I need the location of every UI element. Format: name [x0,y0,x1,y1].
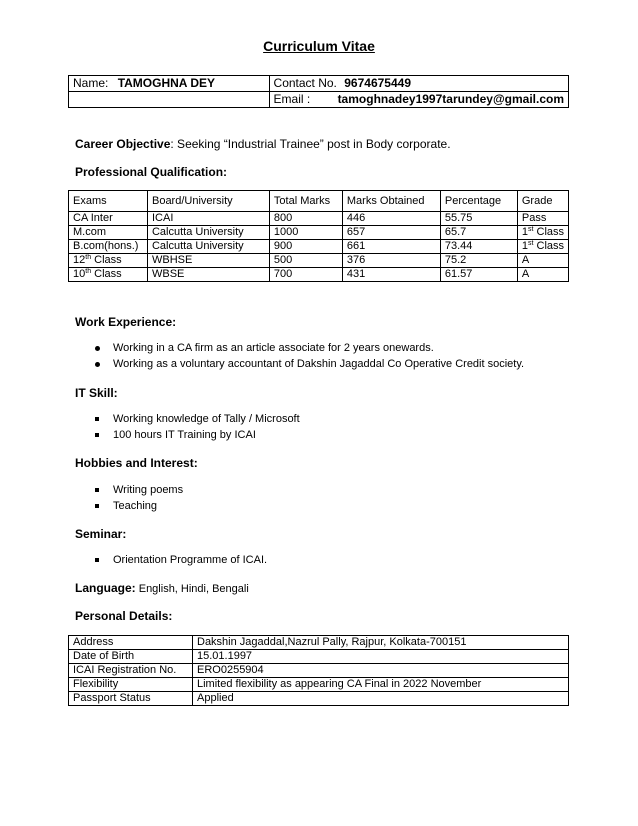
contact-label: Contact No. [273,76,337,90]
hobbies-heading: Hobbies and Interest: [75,456,198,470]
bullet-icon [95,504,99,508]
list-item: Working in a CA firm as an article associate for 2 years onewards. [95,340,524,356]
cell-label: Flexibility [69,678,193,692]
empty-cell [69,92,270,108]
list-item: Orientation Programme of ICAI. [95,552,267,568]
career-objective [75,137,451,151]
page-title: Curriculum Vitae [263,38,375,54]
table-row [69,650,569,664]
cell-obtained: 376 [342,254,440,268]
table-row [69,212,569,226]
contact-value: 9674675449 [344,76,411,90]
bullet-icon [95,558,99,562]
cell-grade: Pass [517,212,568,226]
cell-percentage: 73.44 [440,240,517,254]
work-experience-list [95,340,524,372]
header-obtained: Marks Obtained [342,191,440,212]
cell-grade: A [517,254,568,268]
cell-exam: 12th Class [69,254,148,268]
cell-board: Calcutta University [147,240,269,254]
cell-board: WBHSE [147,254,269,268]
cell-label: Address [69,636,193,650]
cell-board: Calcutta University [147,226,269,240]
table-row [69,240,569,254]
contact-row [69,76,569,92]
bullet-icon [95,488,99,492]
personal-details-heading: Personal Details: [75,609,173,623]
cell-total: 500 [269,254,342,268]
cell-value: ERO0255904 [193,664,569,678]
language [75,581,249,595]
language-label: Language: [75,581,136,595]
career-objective-text: : Seeking “Industrial Trainee” post in Body corporate. [170,137,451,151]
personal-details-table [68,635,569,706]
cell-exam: M.com [69,226,148,240]
cell-label: Date of Birth [69,650,193,664]
list-item: Working knowledge of Tally / Microsoft [95,411,300,427]
qualification-heading: Professional Qualification: [75,165,228,179]
cell-total: 900 [269,240,342,254]
contact-table [68,75,569,108]
table-row [69,664,569,678]
table-row [69,692,569,706]
cell-board: WBSE [147,268,269,282]
cell-total: 1000 [269,226,342,240]
bullet-icon [95,417,99,421]
cell-label: Passport Status [69,692,193,706]
cell-value: Applied [193,692,569,706]
language-value: English, Hindi, Bengali [135,583,249,595]
header-total: Total Marks [269,191,342,212]
cell-board: ICAI [147,212,269,226]
header-exams: Exams [69,191,148,212]
cell-exam: 10th Class [69,268,148,282]
cell-percentage: 65.7 [440,226,517,240]
email-cell [269,92,568,108]
contact-number-cell [269,76,568,92]
bullet-icon [95,362,100,367]
list-item: Teaching [95,498,183,514]
work-experience-heading: Work Experience: [75,315,177,329]
header-percentage: Percentage [440,191,517,212]
list-item: Writing poems [95,482,183,498]
cell-obtained: 446 [342,212,440,226]
hobbies-list [95,482,183,514]
name-cell [69,76,270,92]
cell-grade: 1st Class [517,240,568,254]
qualification-header-row [69,191,569,212]
cell-grade: 1st Class [517,226,568,240]
bullet-icon [95,433,99,437]
email-value: tamoghnadey1997tarundey@gmail.com [337,92,564,106]
table-row [69,678,569,692]
cell-percentage: 61.57 [440,268,517,282]
seminar-list [95,552,267,568]
cell-grade: A [517,268,568,282]
table-row [69,268,569,282]
cell-exam: CA Inter [69,212,148,226]
qualification-table [68,190,569,282]
it-skill-list [95,411,300,443]
bullet-icon [95,346,100,351]
email-row [69,92,569,108]
cell-obtained: 431 [342,268,440,282]
name-label: Name: [73,76,109,90]
cell-percentage: 75.2 [440,254,517,268]
table-row [69,254,569,268]
table-row [69,226,569,240]
name-value: TAMOGHNA DEY [117,76,216,90]
cell-exam: B.com(hons.) [69,240,148,254]
list-item: Working as a voluntary accountant of Dakshin Jagaddal Co Operative Credit society. [95,356,524,372]
table-row [69,636,569,650]
cell-total: 800 [269,212,342,226]
cell-value: Dakshin Jagaddal,Nazrul Pally, Rajpur, Kolkata-700151 [193,636,569,650]
cell-obtained: 661 [342,240,440,254]
list-item: 100 hours IT Training by ICAI [95,427,300,443]
cell-total: 700 [269,268,342,282]
seminar-heading: Seminar: [75,527,127,541]
it-skill-heading: IT Skill: [75,386,118,400]
header-board: Board/University [147,191,269,212]
header-grade: Grade [517,191,568,212]
email-label: Email : [273,92,311,106]
cell-obtained: 657 [342,226,440,240]
career-objective-label: Career Objective [75,137,171,151]
cell-value: 15.01.1997 [193,650,569,664]
cell-percentage: 55.75 [440,212,517,226]
cell-value: Limited flexibility as appearing CA Final in 2022 November [193,678,569,692]
cell-label: ICAI Registration No. [69,664,193,678]
